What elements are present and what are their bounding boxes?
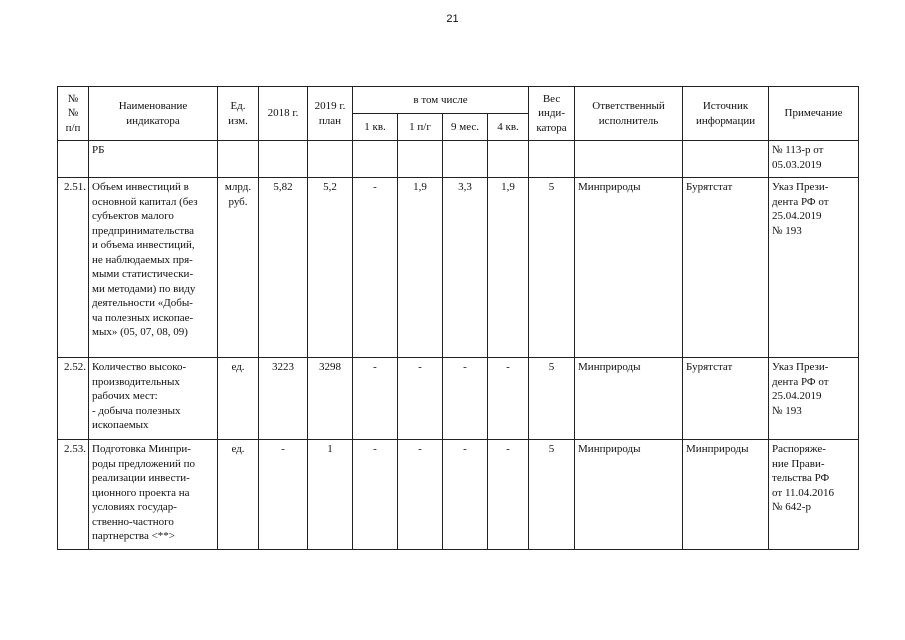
row-value-2018 bbox=[259, 141, 308, 178]
indicators-table bbox=[57, 86, 859, 550]
row-responsible: Минприроды bbox=[575, 440, 683, 550]
row-unit: ед. bbox=[218, 440, 259, 550]
row-weight: 5 bbox=[529, 440, 575, 550]
row-responsible: Минприроды bbox=[575, 358, 683, 440]
header-weight: Вес инди- катора bbox=[529, 87, 575, 141]
table-row bbox=[58, 178, 859, 358]
row-9-months: - bbox=[443, 440, 488, 550]
row-value-2019: 3298 bbox=[308, 358, 353, 440]
header-number: № № п/п bbox=[58, 87, 89, 141]
row-note: Указ Прези- дента РФ от 25.04.2019 № 193 bbox=[769, 178, 859, 358]
row-q4: - bbox=[488, 440, 529, 550]
header-q4: 4 кв. bbox=[488, 114, 529, 141]
row-q1: - bbox=[353, 440, 398, 550]
header-unit: Ед. изм. bbox=[218, 87, 259, 141]
row-source bbox=[683, 141, 769, 178]
row-weight: 5 bbox=[529, 178, 575, 358]
row-number: 2.52. bbox=[58, 358, 89, 440]
header-responsible: Ответственный исполнитель bbox=[575, 87, 683, 141]
row-value-2019: 5,2 bbox=[308, 178, 353, 358]
row-indicator-name: Подготовка Минпри- роды предложений по реализации инвести- ционного проекта на условиях государ- ственно-частного партнерства <**> bbox=[89, 440, 218, 550]
row-q1: - bbox=[353, 358, 398, 440]
header-including: в том числе bbox=[353, 87, 529, 114]
row-note: № 113-р от 05.03.2019 bbox=[769, 141, 859, 178]
table-row bbox=[58, 358, 859, 440]
row-note: Указ Прези- дента РФ от 25.04.2019 № 193 bbox=[769, 358, 859, 440]
row-weight: 5 bbox=[529, 358, 575, 440]
row-9-months: - bbox=[443, 358, 488, 440]
header-h1: 1 п/г bbox=[398, 114, 443, 141]
row-unit: млрд. руб. bbox=[218, 178, 259, 358]
row-source: Бурятстат bbox=[683, 358, 769, 440]
header-source: Источник информации bbox=[683, 87, 769, 141]
row-q4 bbox=[488, 141, 529, 178]
header-q1: 1 кв. bbox=[353, 114, 398, 141]
row-value-2018: 5,82 bbox=[259, 178, 308, 358]
header-2019-plan: 2019 г. план bbox=[308, 87, 353, 141]
header-9-months: 9 мес. bbox=[443, 114, 488, 141]
row-q1 bbox=[353, 141, 398, 178]
row-responsible bbox=[575, 141, 683, 178]
table-row bbox=[58, 141, 859, 178]
row-value-2019 bbox=[308, 141, 353, 178]
header-note: Примечание bbox=[769, 87, 859, 141]
row-value-2018: 3223 bbox=[259, 358, 308, 440]
page-number: 21 bbox=[446, 13, 459, 25]
row-indicator-name: Количество высоко- производительных рабочих мест: - добыча полезных ископаемых bbox=[89, 358, 218, 440]
header-2018: 2018 г. bbox=[259, 87, 308, 141]
row-indicator-name: Объем инвестиций в основной капитал (без субъектов малого предпринимательства и объема инвестиций, не наблюдаемых пря- мыми статистически- ми методами) по виду деятельности «Добы- ча полезных ископае- мых» (05, 07, 08, 09) bbox=[89, 178, 218, 358]
row-number: 2.53. bbox=[58, 440, 89, 550]
row-q4: - bbox=[488, 358, 529, 440]
row-q1: - bbox=[353, 178, 398, 358]
row-h1: 1,9 bbox=[398, 178, 443, 358]
row-q4: 1,9 bbox=[488, 178, 529, 358]
row-unit bbox=[218, 141, 259, 178]
row-9-months: 3,3 bbox=[443, 178, 488, 358]
row-h1: - bbox=[398, 440, 443, 550]
row-number bbox=[58, 141, 89, 178]
row-source: Бурятстат bbox=[683, 178, 769, 358]
row-responsible: Минприроды bbox=[575, 178, 683, 358]
row-h1: - bbox=[398, 358, 443, 440]
row-unit: ед. bbox=[218, 358, 259, 440]
row-number: 2.51. bbox=[58, 178, 89, 358]
row-value-2019: 1 bbox=[308, 440, 353, 550]
table-header bbox=[58, 87, 859, 141]
row-9-months bbox=[443, 141, 488, 178]
row-note: Распоряже- ние Прави- тельства РФ от 11.04.2016 № 642-р bbox=[769, 440, 859, 550]
row-indicator-name: РБ bbox=[89, 141, 218, 178]
table-row bbox=[58, 440, 859, 550]
row-value-2018: - bbox=[259, 440, 308, 550]
row-h1 bbox=[398, 141, 443, 178]
header-indicator-name: Наименование индикатора bbox=[89, 87, 218, 141]
row-weight bbox=[529, 141, 575, 178]
row-source: Минприроды bbox=[683, 440, 769, 550]
